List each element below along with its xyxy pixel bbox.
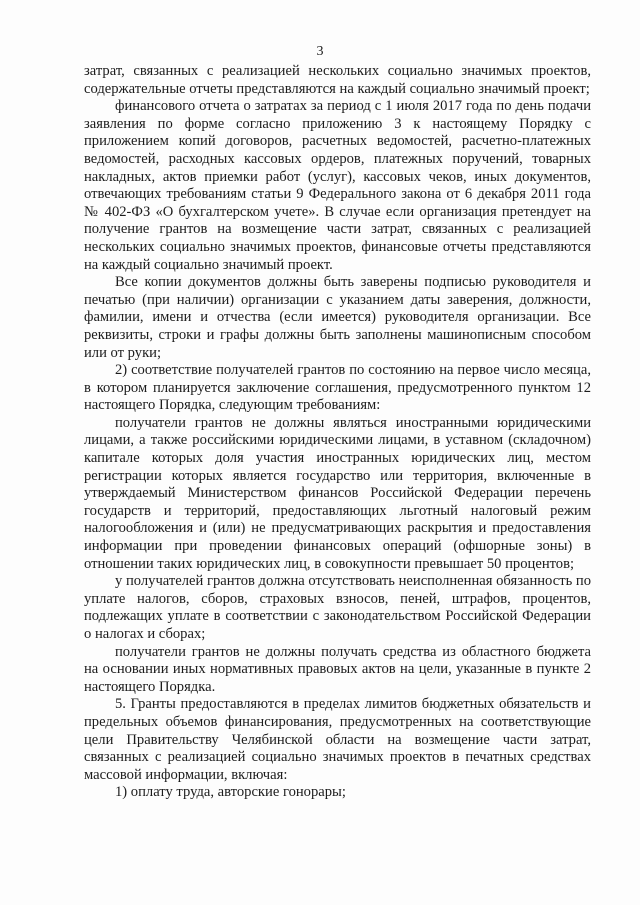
paragraph-requirement-2: 2) соответствие получателей грантов по состоянию на первое число месяца, в котором планируется заключение соглашения, предусмотренного пунктом 12 настоящего Порядка, следующим требованиям: <box>84 362 591 414</box>
document-body <box>84 63 591 802</box>
paragraph-other-budget-funds: получатели грантов не должны получать средства из областного бюджета на основании иных нормативных правовых актов на цели, указанные в пункте 2 настоящего Порядка. <box>84 643 591 695</box>
page-number: 3 <box>316 44 324 59</box>
paragraph-item-5-1: 1) оплату труда, авторские гонорары; <box>115 784 346 801</box>
paragraph-tax-obligations: у получателей грантов должна отсутствовать неисполненная обязанность по уплате налогов, сборов, страховых взносов, пеней, штрафов, процентов, подлежащих уплате в соответствии с законодательством Российской Федерации о налогах и сборах; <box>84 573 591 642</box>
paragraph-continuation: затрат, связанных с реализацией нескольких социально значимых проектов, содержательные отчеты представляются на каждый социально значимый проект; <box>84 63 591 97</box>
paragraph-foreign-entities: получатели грантов не должны являться иностранными юридическими лицами, а также российскими юридическими лицами, в уставном (складочном) капитале которых доля участия иностранных юридических лиц, местом регистрации которых является государство или территория, включенные в утверждаемый Министерством финансов Российской Федерации перечень государств и территорий, предоставляющих льготный налоговый режим налогообложения и (или) не предусматривающих раскрытия и предоставления информации при проведении финансовых операций (офшорные зоны) в отношении таких юридических лиц, в совокупности превышает 50 процентов; <box>84 414 591 572</box>
paragraph-item-5: 5. Гранты предоставляются в пределах лимитов бюджетных обязательств и предельных объемов финансирования, предусмотренных на соответствующие цели Правительству Челябинской области на возмещение части затрат, связанных с реализацией социально значимых проектов в печатных средствах массовой информации, включая: <box>84 696 591 783</box>
paragraph-financial-report: финансового отчета о затратах за период с 1 июля 2017 года по день подачи заявления по форме согласно приложению 3 к настоящему Порядку с приложением копий договоров, расчетных ведомостей, расчетно-платежных ведомостей, расходных кассовых ордеров, платежных поручений, товарных накладных, актов приемки работ (услуг), кассовых чеков, иных документов, отвечающих требованиям статьи 9 Федерального закона от 6 декабря 2011 года № 402-ФЗ «О бухгалтерском учете». В случае если организация претендует на получение грантов на возмещение части затрат, связанных с реализацией нескольких социально значимых проектов, финансовые отчеты представляются на каждый социально значимый проект. <box>84 98 591 273</box>
paragraph-copies-certification: Все копии документов должны быть заверены подписью руководителя и печатью (при наличии) организации с указанием даты заверения, должности, фамилии, имени и отчества (если имеется) руководителя организации. Все реквизиты, строки и графы должны быть заполнены машинописным способом или от руки; <box>84 274 591 361</box>
